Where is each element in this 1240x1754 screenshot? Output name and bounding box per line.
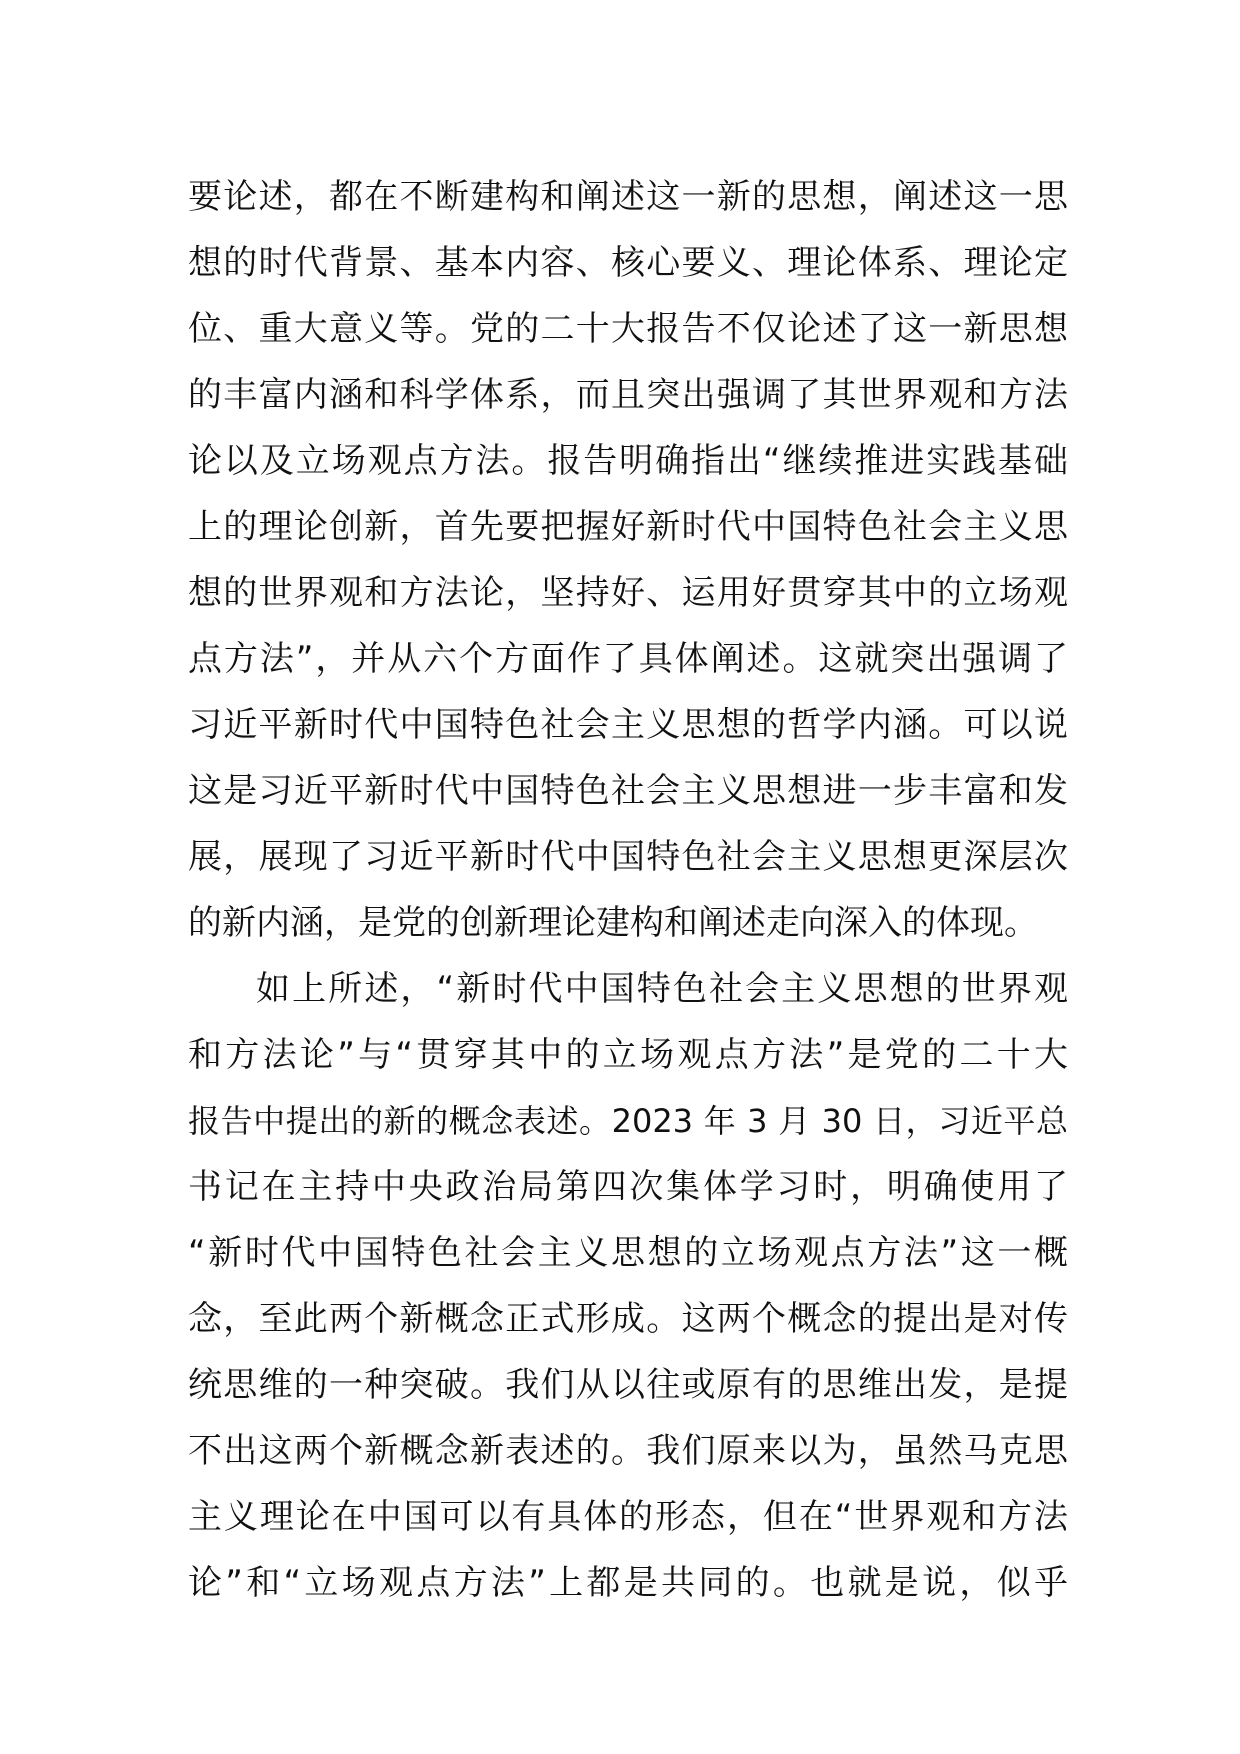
text-line: 习近平新时代中国特色社会主义思想的哲学内涵。可以说 (188, 705, 1068, 745)
text-line: 统思维的一种突破。我们从以往或原有的思维出发，是提 (188, 1365, 1068, 1405)
text-line: 论以及立场观点方法。报告明确指出“继续推进实践基础 (188, 441, 1068, 481)
body-text (188, 164, 1068, 1616)
text-line: 点方法”，并从六个方面作了具体阐述。这就突出强调了 (188, 639, 1068, 679)
text-line: 论”和“立场观点方法”上都是共同的。也就是说，似乎 (188, 1563, 1068, 1603)
text-line: 的丰富内涵和科学体系，而且突出强调了其世界观和方法 (188, 375, 1068, 415)
text-line: 上的理论创新，首先要把握好新时代中国特色社会主义思 (188, 507, 1068, 547)
text-line: 这是习近平新时代中国特色社会主义思想进一步丰富和发 (188, 771, 1068, 811)
text-line: 念，至此两个新概念正式形成。这两个概念的提出是对传 (188, 1299, 1068, 1339)
text-line: 位、重大意义等。党的二十大报告不仅论述了这一新思想 (188, 309, 1068, 349)
text-line: “新时代中国特色社会主义思想的立场观点方法”这一概 (188, 1233, 1068, 1273)
text-line: 和方法论”与“贯穿其中的立场观点方法”是党的二十大 (188, 1035, 1068, 1075)
text-line: 的新内涵，是党的创新理论建构和阐述走向深入的体现。 (188, 903, 1038, 943)
paragraph-first-line: 如上所述，“新时代中国特色社会主义思想的世界观 (256, 969, 1068, 1009)
text-line: 想的时代背景、基本内容、核心要义、理论体系、理论定 (188, 243, 1068, 283)
text-line: 书记在主持中央政治局第四次集体学习时，明确使用了 (188, 1167, 1068, 1207)
text-line: 展，展现了习近平新时代中国特色社会主义思想更深层次 (188, 837, 1068, 877)
text-line: 不出这两个新概念新表述的。我们原来以为，虽然马克思 (188, 1431, 1068, 1471)
text-line: 报告中提出的新的概念表述。2023 年 3 月 30 日，习近平总 (188, 1102, 1068, 1140)
text-line: 想的世界观和方法论，坚持好、运用好贯穿其中的立场观 (188, 573, 1068, 613)
text-line: 要论述，都在不断建构和阐述这一新的思想，阐述这一思 (188, 177, 1068, 217)
text-line: 主义理论在中国可以有具体的形态，但在“世界观和方法 (188, 1497, 1068, 1537)
